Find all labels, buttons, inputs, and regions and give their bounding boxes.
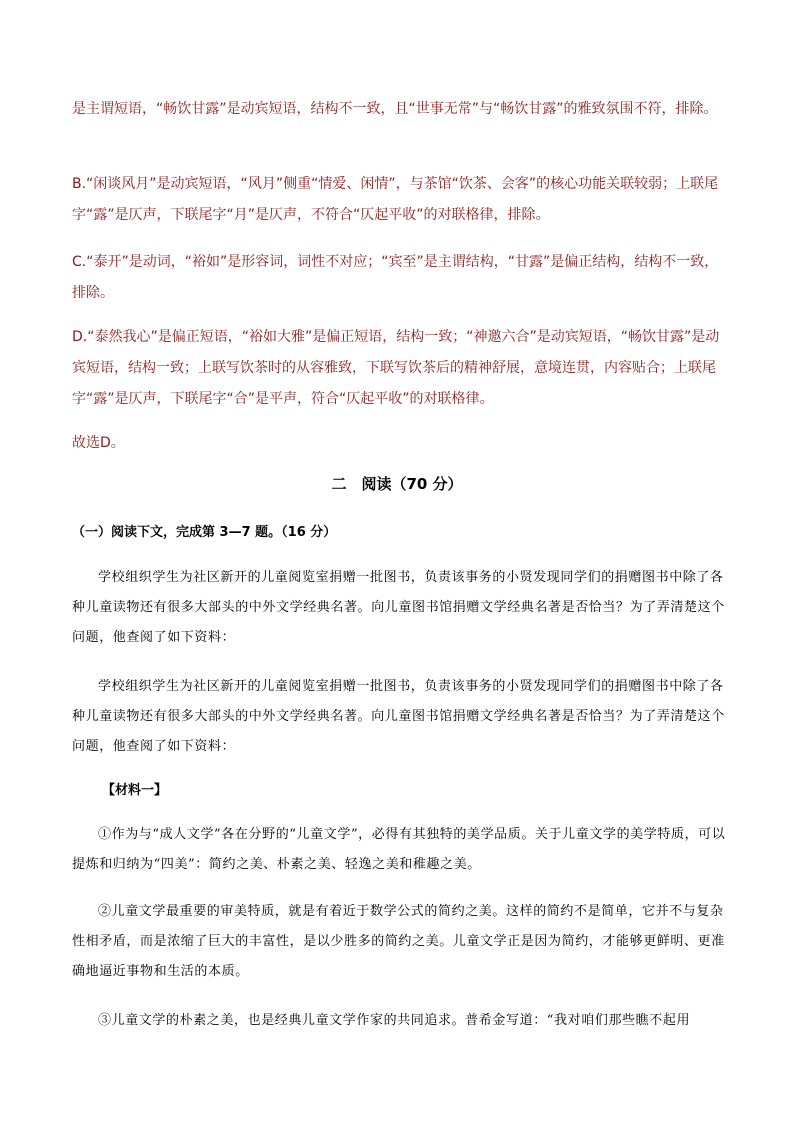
material-item-1: ①作为与“成人文学”各在分野的“儿童文学”，必得有其独特的美学品质。关于儿童文学的美学特质，可以提炼和归纳为“四美”：简约之美、朴素之美、轻逸之美和稚趣之美。 bbox=[72, 827, 726, 872]
answer-final: 故选D。 bbox=[72, 435, 125, 451]
material-label: 【材料一】 bbox=[102, 783, 168, 798]
section-title: 二 阅读（70 分） bbox=[331, 475, 463, 493]
answer-option-c: C.“泰开”是动词，“裕如”是形容词，词性不对应；“宾至”是主谓结构，“甘露”是偏正结构，结构不一致，排除。 bbox=[72, 254, 719, 301]
material-item-2: ②儿童文学最重要的审美特质，就是有着近于数学公式的简约之美。这样的简约不是简单，它并不与复杂性相矛盾，而是浓缩了巨大的丰富性，是以少胜多的简约之美。儿童文学正是因为简约，才能够更鲜明、更准确地逼近事物和生活的本质。 bbox=[72, 904, 725, 979]
question-heading: （一）阅读下文，完成第 3—7 题。（16 分） bbox=[72, 525, 337, 540]
material-item-3: ③儿童文学的朴素之美，也是经典儿童文学作家的共同追求。普希金写道：“我对咱们那些瞧不起用 bbox=[98, 1013, 691, 1028]
passage-intro-1: 学校组织学生为社区新开的儿童阅览室捐赠一批图书，负责该事务的小贤发现同学们的捐赠图书中除了各种儿童读物还有很多大部头的中外文学经典名著。向儿童图书馆捐赠文学经典名著是否恰当？为了弄清楚这个问题，他查阅了如下资料： bbox=[72, 570, 725, 645]
answer-option-d: D.“泰然我心”是偏正短语，“裕如大雅”是偏正短语，结构一致；“神邀六合”是动宾短语，“畅饮甘露”是动宾短语，结构一致；上联写饮茶时的从容雅致，下联写饮茶后的精神舒展，意境连贯，内容贴合；上联尾字“露”是仄声，下联尾字“合”是平声，符合“仄起平收”的对联格律。 bbox=[72, 329, 720, 407]
passage-intro-2: 学校组织学生为社区新开的儿童阅览室捐赠一批图书，负责该事务的小贤发现同学们的捐赠图书中除了各种儿童读物还有很多大部头的中外文学经典名著。向儿童图书馆捐赠文学经典名著是否恰当？为了弄清楚这个问题，他查阅了如下资料： bbox=[72, 679, 725, 754]
answer-option-b: B.“闲谈风月”是动宾短语，“风月”侧重“情爱、闲情”，与茶馆“饮茶、会客”的核心功能关联较弱；上联尾字“露”是仄声，下联尾字“月”是仄声，不符合“仄起平收”的对联格律，排除。 bbox=[72, 176, 719, 223]
answer-a-continued: 是主谓短语，“畅饮甘露”是动宾短语，结构不一致，且“世事无常”与“畅饮甘露”的雅致氛围不符，排除。 bbox=[72, 101, 718, 117]
